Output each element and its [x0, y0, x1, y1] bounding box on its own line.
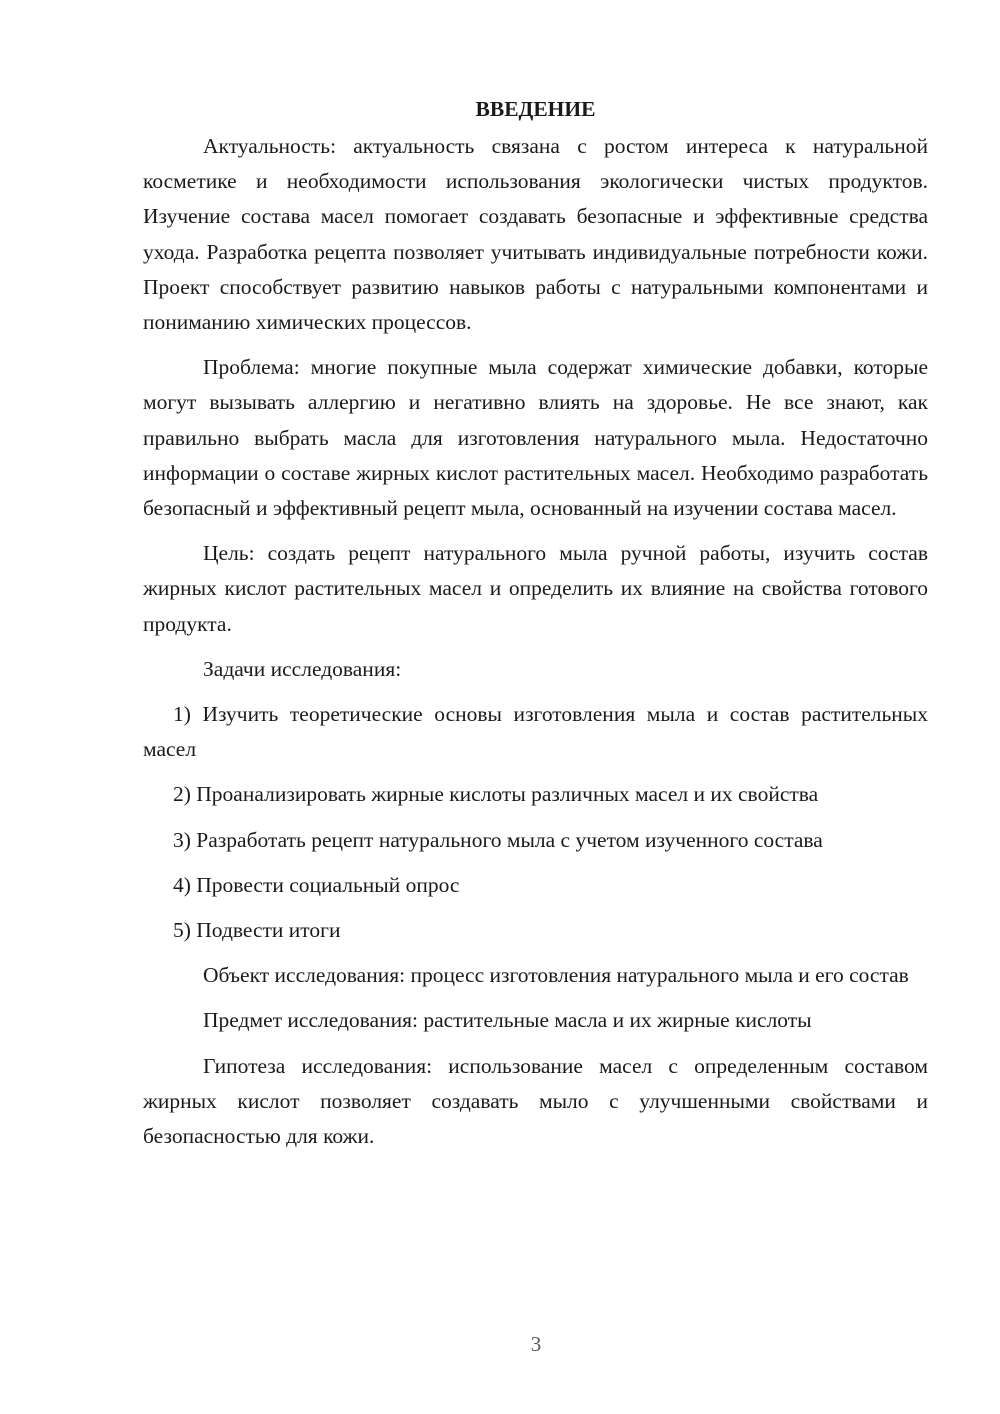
goal-paragraph: Цель: создать рецепт натурального мыла ручной работы, изучить состав жирных кислот растительных масел и определить их влияние на свойства готового продукта. [143, 541, 928, 636]
task-item: 4) Провести социальный опрос [173, 872, 460, 897]
task-item: 2) Проанализировать жирные кислоты различных масел и их свойства [173, 782, 819, 807]
page-number: 3 [530, 1332, 542, 1356]
problem-paragraph: Проблема: многие покупные мыла содержат химические добавки, которые могут вызывать аллергию и негативно влиять на здоровье. Не все знают, как правильно выбрать масла для изготовления натурального мыла. Недостаточно информации о составе жирных кислот растительных масел. Необходимо разработать безопасный и эффективный рецепт мыла, основанный на изучении состава масел. [143, 355, 928, 521]
hypothesis-paragraph: Гипотеза исследования: использование масел с определенным составом жирных кислот позволяет создавать мыло с улучшенными свойствами и безопасностью для кожи. [143, 1053, 928, 1149]
task-item: 3) Разработать рецепт натурального мыла с учетом изученного состава [173, 827, 823, 852]
document-page [143, 92, 928, 1164]
task-item: 5) Подвести итоги [173, 918, 341, 943]
object-paragraph: Объект исследования: процесс изготовления натурального мыла и его состав [203, 963, 909, 988]
subject-paragraph: Предмет исследования: растительные масла и их жирные кислоты [203, 1008, 812, 1033]
relevance-paragraph: Актуальность: актуальность связана с ростом интереса к натуральной косметике и необходимости использования экологически чистых продуктов. Изучение состава масел помогает создавать безопасные и эффективные средства ухода. Разработка рецепта позволяет учитывать индивидуальные потребности кожи. Проект способствует развитию навыков работы с натуральными компонентами и пониманию химических процессов. [143, 134, 928, 335]
tasks-label: Задачи исследования: [203, 656, 402, 681]
page-title: ВВЕДЕНИЕ [475, 97, 596, 121]
task-item: 1) Изучить теоретические основы изготовления мыла и состав растительных масел [143, 702, 928, 762]
